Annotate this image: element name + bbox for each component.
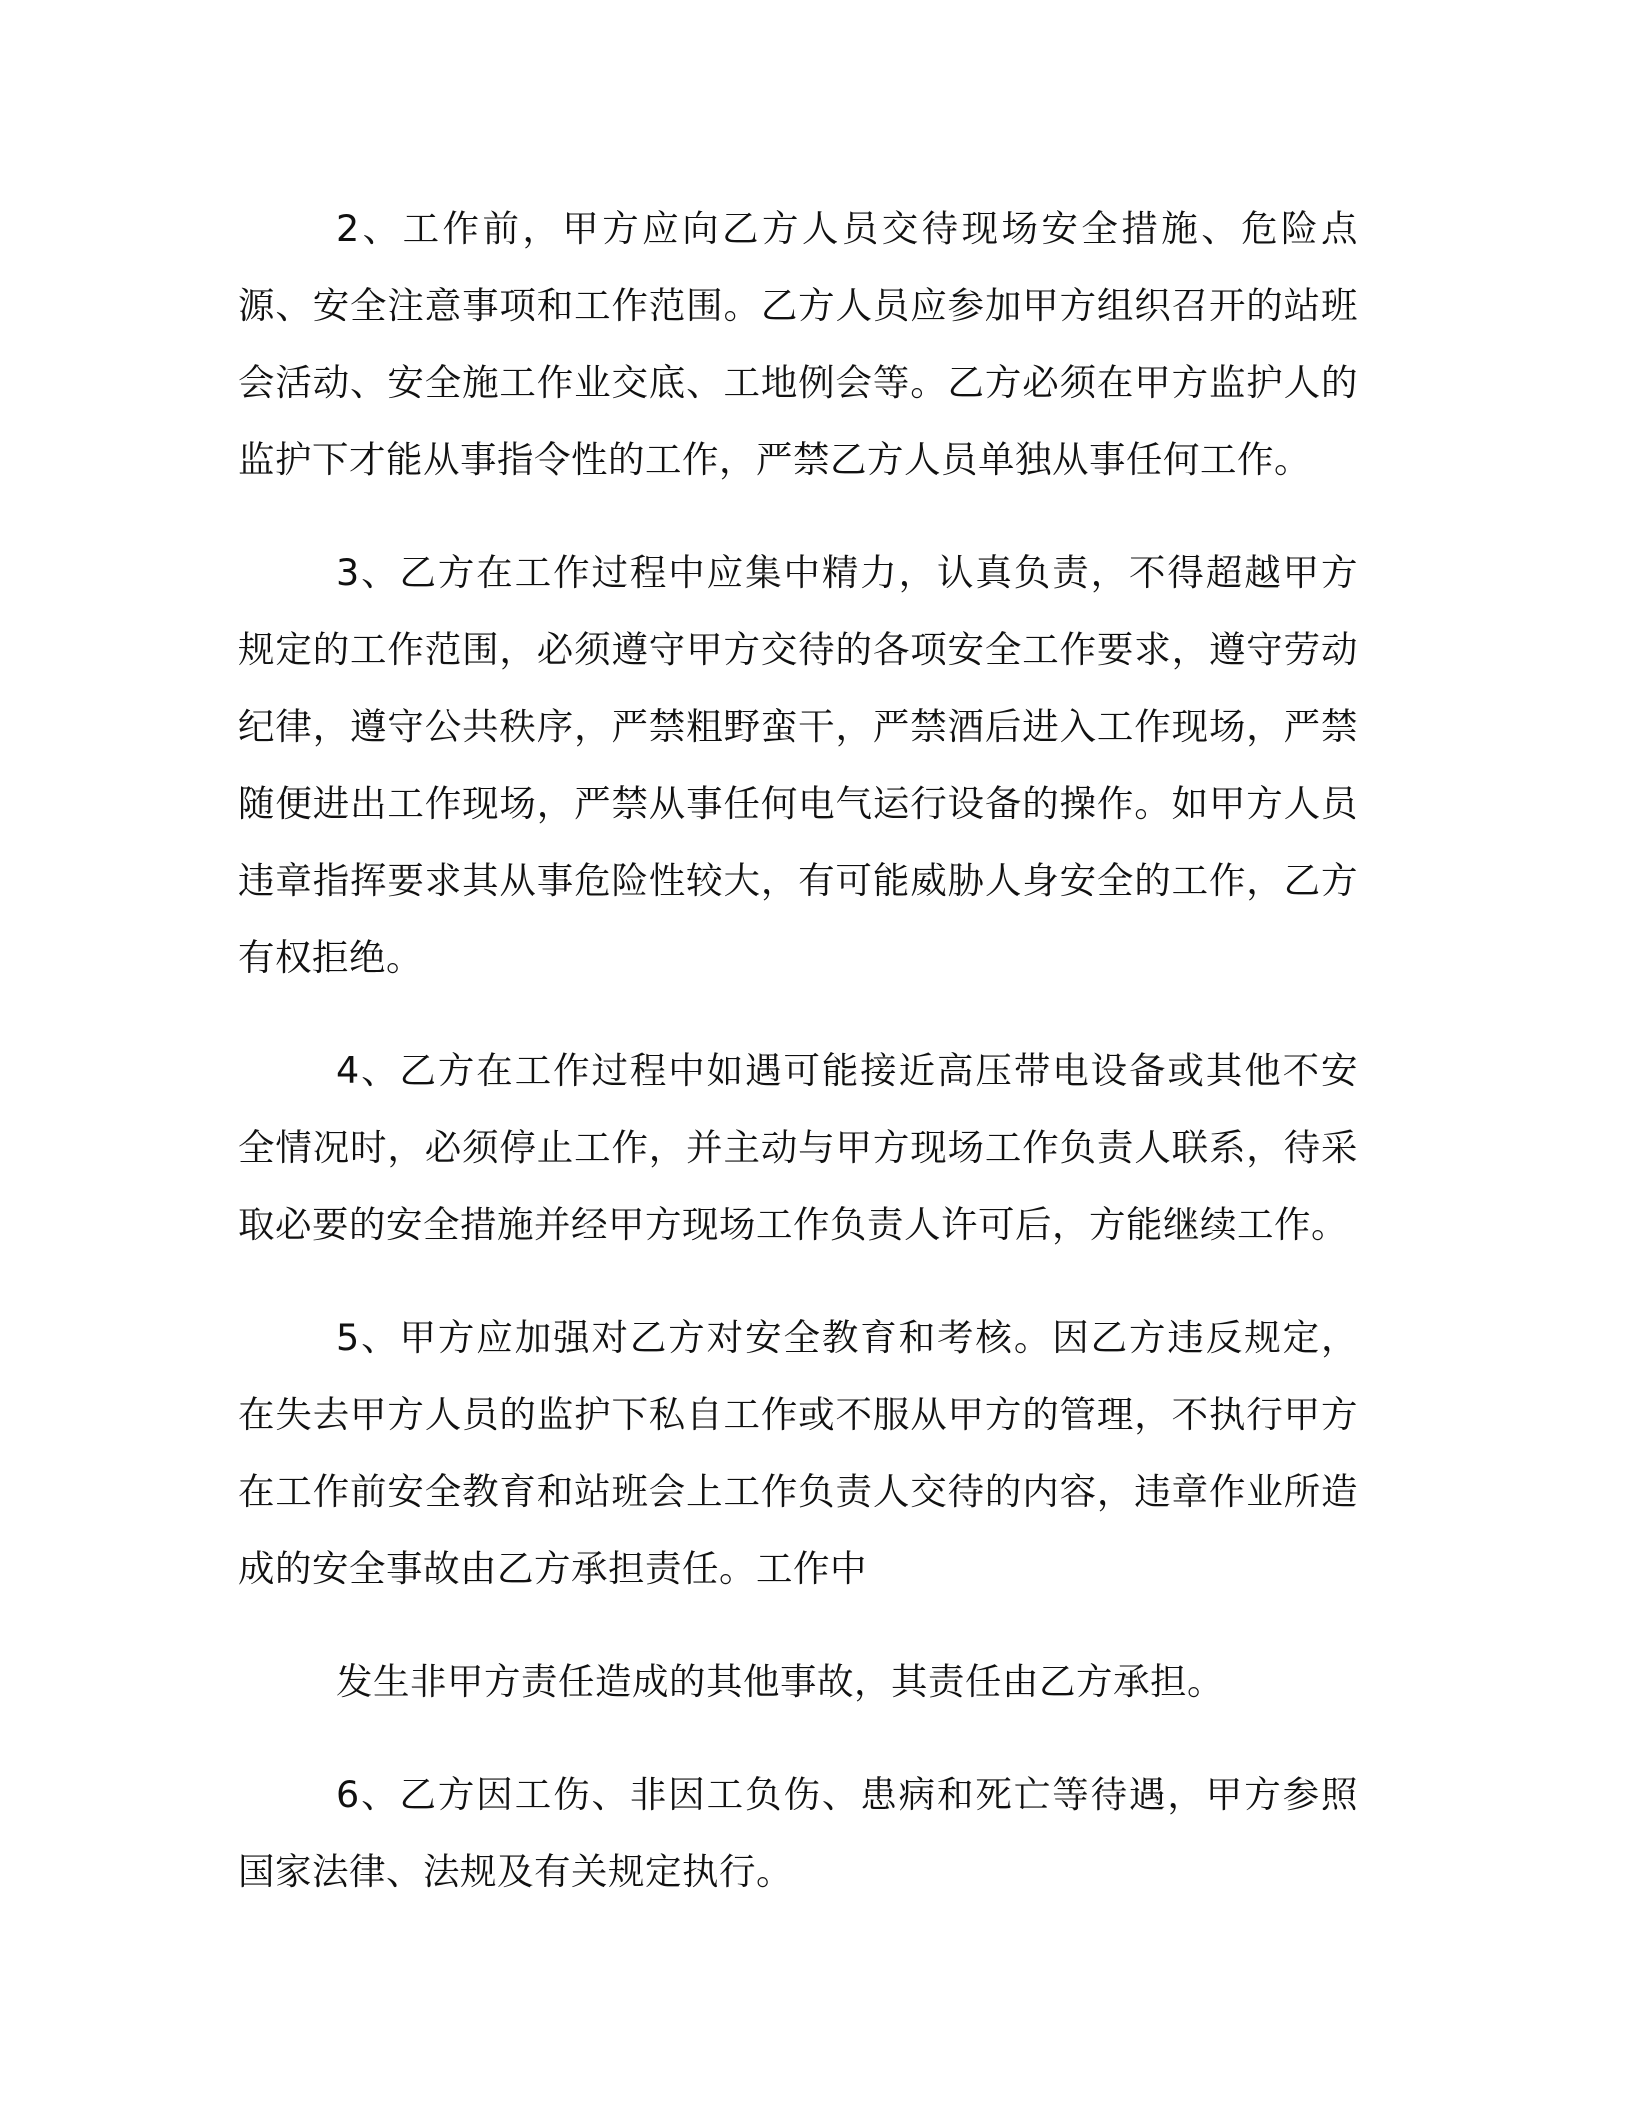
document-page xyxy=(238,190,1358,1946)
paragraph-clause-4: 4、乙方在工作过程中如遇可能接近高压带电设备或其他不安全情况时，必须停止工作，并主动与甲方现场工作负责人联系，待采取必要的安全措施并经甲方现场工作负责人许可后，方能继续工作。 xyxy=(238,1049,1358,1246)
paragraph-clause-6: 6、乙方因工伤、非因工负伤、患病和死亡等待遇，甲方参照国家法律、法规及有关规定执行。 xyxy=(238,1773,1358,1893)
paragraph-clause-5-continued: 发生非甲方责任造成的其他事故，其责任由乙方承担。 xyxy=(336,1660,1224,1703)
paragraph-clause-5: 5、甲方应加强对乙方对安全教育和考核。因乙方违反规定，在失去甲方人员的监护下私自工作或不服从甲方的管理，不执行甲方在工作前安全教育和站班会上工作负责人交待的内容，违章作业所造成的安全事故由乙方承担责任。工作中 xyxy=(238,1316,1358,1590)
paragraph-clause-2: 2、工作前，甲方应向乙方人员交待现场安全措施、危险点源、安全注意事项和工作范围。乙方人员应参加甲方组织召开的站班会活动、安全施工作业交底、工地例会等。乙方必须在甲方监护人的监护下才能从事指令性的工作，严禁乙方人员单独从事任何工作。 xyxy=(238,207,1358,481)
paragraph-clause-3: 3、乙方在工作过程中应集中精力，认真负责，不得超越甲方规定的工作范围，必须遵守甲方交待的各项安全工作要求，遵守劳动纪律，遵守公共秩序，严禁粗野蛮干，严禁酒后进入工作现场，严禁随便进出工作现场，严禁从事任何电气运行设备的操作。如甲方人员违章指挥要求其从事危险性较大，有可能威胁人身安全的工作，乙方有权拒绝。 xyxy=(238,551,1358,979)
